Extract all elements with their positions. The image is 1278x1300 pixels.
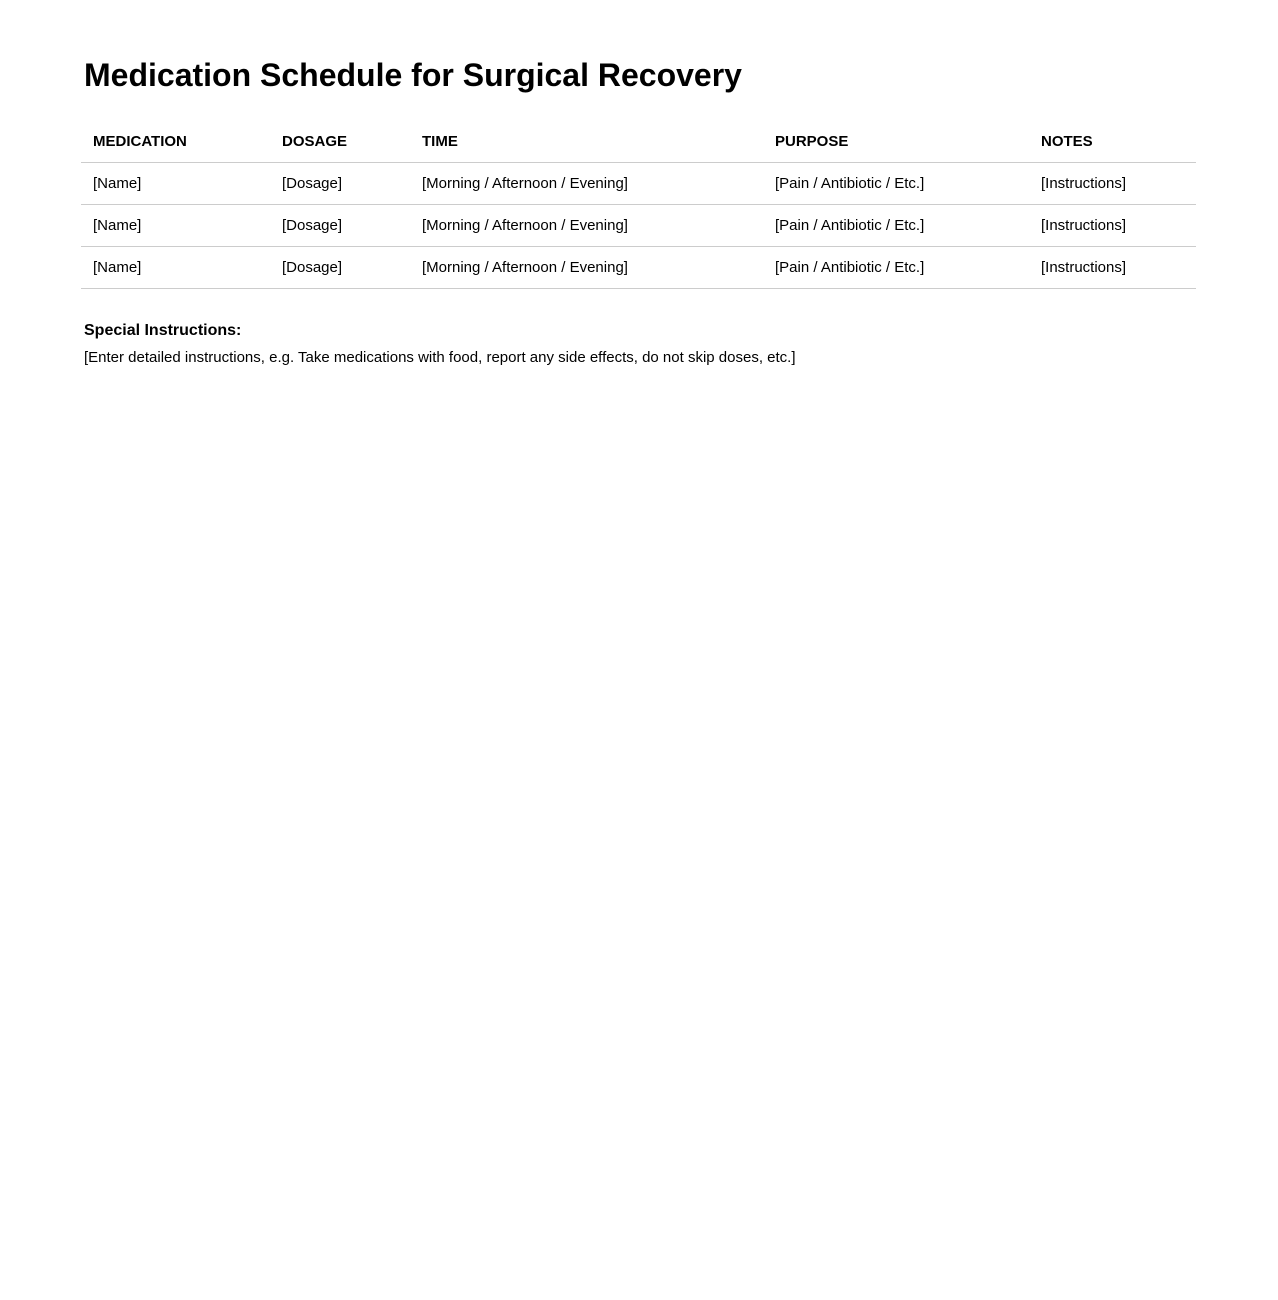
cell-medication: [Name] <box>81 205 270 247</box>
cell-medication: [Name] <box>81 163 270 205</box>
medication-table <box>81 121 1196 289</box>
special-instructions-text: [Enter detailed instructions, e.g. Take medications with food, report any side effects, do not skip doses, etc.] <box>84 349 796 367</box>
cell-notes: [Instructions] <box>1029 247 1196 289</box>
cell-purpose: [Pain / Antibiotic / Etc.] <box>763 163 1029 205</box>
header-row <box>81 121 1196 163</box>
special-instructions-label: Special Instructions: <box>84 322 242 340</box>
cell-dosage: [Dosage] <box>270 247 410 289</box>
cell-time: [Morning / Afternoon / Evening] <box>410 163 763 205</box>
cell-dosage: [Dosage] <box>270 205 410 247</box>
cell-medication: [Name] <box>81 247 270 289</box>
column-header-dosage: DOSAGE <box>270 121 410 163</box>
cell-time: [Morning / Afternoon / Evening] <box>410 247 763 289</box>
column-header-medication: MEDICATION <box>81 121 270 163</box>
column-header-purpose: PURPOSE <box>763 121 1029 163</box>
document-content <box>0 0 1278 368</box>
medication-table-header <box>81 121 1196 163</box>
column-header-notes: NOTES <box>1029 121 1196 163</box>
cell-time: [Morning / Afternoon / Evening] <box>410 205 763 247</box>
table-row <box>81 247 1196 289</box>
table-row <box>81 163 1196 205</box>
cell-purpose: [Pain / Antibiotic / Etc.] <box>763 247 1029 289</box>
table-row <box>81 205 1196 247</box>
page-title: Medication Schedule for Surgical Recovery <box>84 57 742 93</box>
cell-purpose: [Pain / Antibiotic / Etc.] <box>763 205 1029 247</box>
cell-notes: [Instructions] <box>1029 163 1196 205</box>
medication-table-body <box>81 163 1196 289</box>
cell-dosage: [Dosage] <box>270 163 410 205</box>
cell-notes: [Instructions] <box>1029 205 1196 247</box>
column-header-time: TIME <box>410 121 763 163</box>
